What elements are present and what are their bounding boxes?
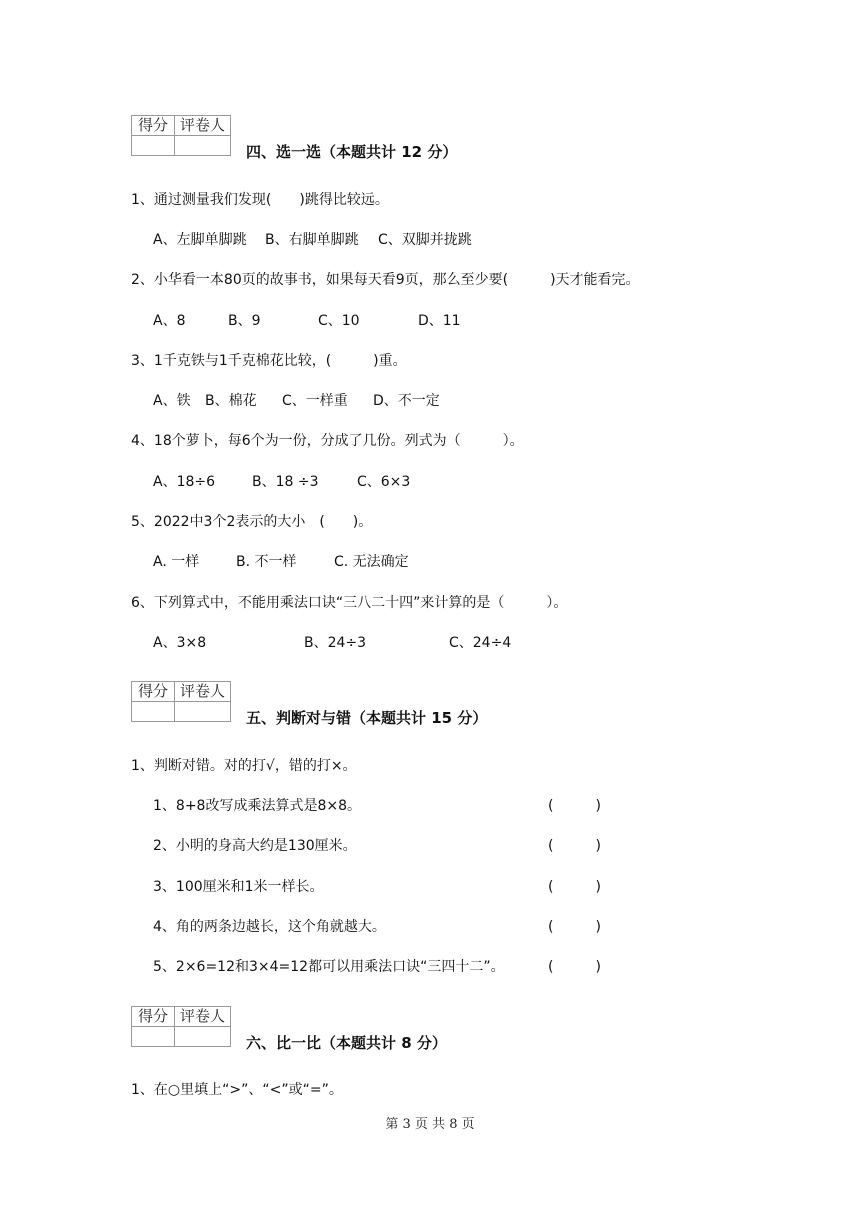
judge-item: 4、角的两条边越长，这个角就越大。 bbox=[153, 919, 386, 935]
question-text: 3、1千克铁与1千克棉花比较，( )重。 bbox=[131, 353, 407, 369]
score-cell[interactable] bbox=[132, 702, 175, 722]
option: C、10 bbox=[318, 313, 360, 329]
answer-paren[interactable]: ( ) bbox=[548, 798, 601, 814]
score-box bbox=[131, 681, 231, 722]
question-text: 1、判断对错。对的打√，错的打×。 bbox=[131, 758, 357, 774]
judge-item: 3、100厘米和1米一样长。 bbox=[153, 879, 324, 895]
option: C、24÷4 bbox=[449, 635, 512, 651]
score-box bbox=[131, 115, 231, 156]
section-title: 五、判断对与错（本题共计 15 分） bbox=[246, 709, 488, 727]
grader-label: 评卷人 bbox=[175, 682, 231, 702]
judge-item: 1、8+8改写成乘法算式是8×8。 bbox=[153, 798, 361, 814]
option: D、11 bbox=[418, 313, 461, 329]
option: B、18 ÷3 bbox=[252, 474, 319, 490]
option: C、6×3 bbox=[357, 474, 411, 490]
score-label: 得分 bbox=[132, 1007, 175, 1027]
grader-cell[interactable] bbox=[175, 1027, 231, 1047]
option: B、24÷3 bbox=[304, 635, 367, 651]
option: D、不一定 bbox=[373, 393, 440, 409]
option: C、双脚并拢跳 bbox=[378, 232, 472, 248]
section-title: 六、比一比（本题共计 8 分） bbox=[246, 1034, 447, 1052]
score-label: 得分 bbox=[132, 116, 175, 136]
option: A、左脚单脚跳 bbox=[153, 232, 247, 248]
score-label: 得分 bbox=[132, 682, 175, 702]
grader-cell[interactable] bbox=[175, 136, 231, 156]
answer-paren[interactable]: ( ) bbox=[548, 919, 601, 935]
option: B、棉花 bbox=[205, 393, 257, 409]
section-title: 四、选一选（本题共计 12 分） bbox=[246, 143, 458, 161]
option: B. 不一样 bbox=[236, 554, 297, 570]
question-text: 4、18个萝卜，每6个为一份，分成了几份。列式为（ ）。 bbox=[131, 433, 524, 449]
question-text: 5、2022中3个2表示的大小 ( )。 bbox=[131, 514, 373, 530]
answer-paren[interactable]: ( ) bbox=[548, 879, 601, 895]
question-text: 2、小华看一本80页的故事书，如果每天看9页，那么至少要( )天才能看完。 bbox=[131, 272, 640, 288]
option: C. 无法确定 bbox=[334, 554, 409, 570]
page-footer: 第 3 页 共 8 页 bbox=[385, 1117, 475, 1132]
option: A、18÷6 bbox=[153, 474, 216, 490]
score-cell[interactable] bbox=[132, 136, 175, 156]
judge-item: 2、小明的身高大约是130厘米。 bbox=[153, 838, 357, 854]
grader-cell[interactable] bbox=[175, 702, 231, 722]
option: A、8 bbox=[153, 313, 186, 329]
question-text: 1、在○里填上“>”、“<”或“=”。 bbox=[131, 1082, 343, 1098]
question-text: 1、通过测量我们发现( )跳得比较远。 bbox=[131, 192, 389, 208]
answer-paren[interactable]: ( ) bbox=[548, 838, 601, 854]
option: A、3×8 bbox=[153, 635, 207, 651]
grader-label: 评卷人 bbox=[175, 1007, 231, 1027]
option: B、右脚单脚跳 bbox=[265, 232, 359, 248]
question-text: 6、下列算式中，不能用乘法口诀“三八二十四”来计算的是（ ）。 bbox=[131, 595, 568, 611]
score-cell[interactable] bbox=[132, 1027, 175, 1047]
answer-paren[interactable]: ( ) bbox=[548, 959, 601, 975]
judge-item: 5、2×6=12和3×4=12都可以用乘法口诀“三四十二”。 bbox=[153, 959, 505, 975]
grader-label: 评卷人 bbox=[175, 116, 231, 136]
score-box bbox=[131, 1006, 231, 1047]
option: C、一样重 bbox=[282, 393, 348, 409]
option: A、铁 bbox=[153, 393, 191, 409]
option: B、9 bbox=[228, 313, 261, 329]
option: A. 一样 bbox=[153, 554, 200, 570]
